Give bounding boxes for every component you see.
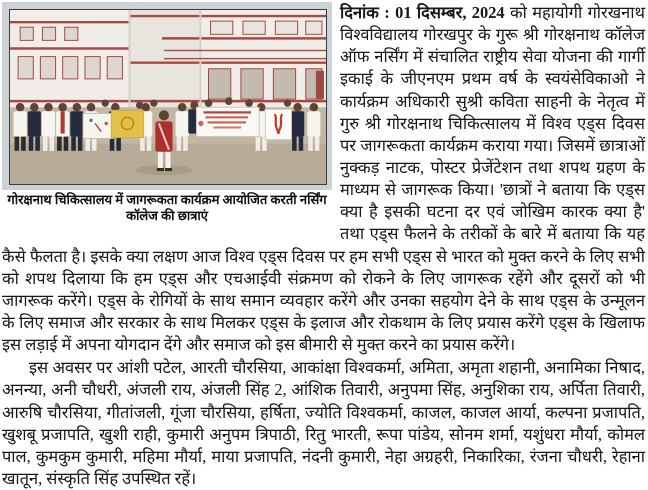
paragraph-attendees: इस अवसर पर आंशी पटेल, आरती चौरसिया, आकांक्षा विश्वकर्मा, अमिता, अमृता शहानी, अनामिका निषाद, अनन्या, अनी चौधरी, अंजली राय, अंजली सिंह 2, आंशिक तिवारी, अनुपमा सिंह, अनुशिका राय, अर्पिता तिवारी, आरुषि चौरसिया, गीतांजली, गूंजा चौरसिया, हर्षिता, ज्योति विश्वकर्मा, काजल, काजल आर्या, कल्पना प्रजापति, खुशबू प्रजापति, खुशी राही, कुमारी अनुपम त्रिपाठी, रितु भारती, रूपा पांडेय, सोनम शर्मा, यशुंधरा मौर्या, कोमल पाल, कुमकुम कुमारी, महिमा मौर्या, माया प्रजापति, नंदनी कुमारी, नेहा अग्रहरी, निकारिका, रंजना चौधरी, रेहाना खातून, संस्कृति सिंह उपस्थित रहें। <box>2 358 645 488</box>
paragraph-main-text: को महायोगी गोरखनाथ विश्वविद्यालय गोरखपुर के गुरू श्री गोरक्षनाथ कॉलेज ऑफ नर्सिंग में संचालित राष्ट्रीय सेवा योजना की गार्गी इकाई के जीएनएम प्रथम वर्ष के स्वयंसेविकाओ ने कार्यक्रम अधिकारी सुश्री कविता साहनी के नेतृत्व में गुरु श्री गोरक्षनाथ चिकित्सालय में विश्व एड्स दिवस पर जागरूकता कार्यक्रम कराया गया। जिसमें छात्राओं नुक्कड़ नाटक, पोस्टर प्रेजेंटेशन तथा शपथ ग्रहण के माध्यम से जागरूक किया। 'छात्रों ने बताया कि एड्स क्या है इसकी घटना दर एवं जोखिम कारक क्या है' तथा एड्स फैलने के तरीकों के बारे में बताया कि यह कैसे फैलता है। इसके क्या लक्षण आज विश्व एड्स दिवस पर हम सभी एड्स से भारत को मुक्त करने के लिए सभी को शपथ दिलाया कि हम एड्स और एचआईवी संक्रमण को रोकने के लिए जागरूक रहेंगे और दूसरों को भी जागरूक करेंगे। एड्स के रोगियों के साथ समान व्यवहार करेंगे और उनका सहयोग देने के साथ एड्स के उन्मूलन के लिए समाज और सरकार के साथ मिलकर एड्स के इलाज और रोकथाम के लिए प्रयास करेंगे एड्स के खिलाफ इस लड़ाई में अपना योगदान देंगे और समाज को इस बीमारी से मुक्त करने का प्रयास करेंगे। <box>2 3 645 355</box>
photo-block <box>2 2 332 225</box>
white-poster <box>83 113 113 138</box>
photo-frame <box>2 2 332 190</box>
photo-caption: गोरक्षनाथ चिकित्सालय में जागरूकता कार्यक्रम आयोजित करती नर्सिंग कॉलेज की छात्राएं <box>7 192 327 223</box>
hospital-building <box>10 10 326 107</box>
yellow-poster <box>111 110 143 137</box>
date-lead: दिनांक : 01 दिसम्बर, 2024 <box>340 3 505 22</box>
awareness-banner <box>196 107 259 136</box>
red-door <box>316 71 324 99</box>
aids-ribbon-poster <box>265 109 291 139</box>
event-photo <box>9 9 327 185</box>
